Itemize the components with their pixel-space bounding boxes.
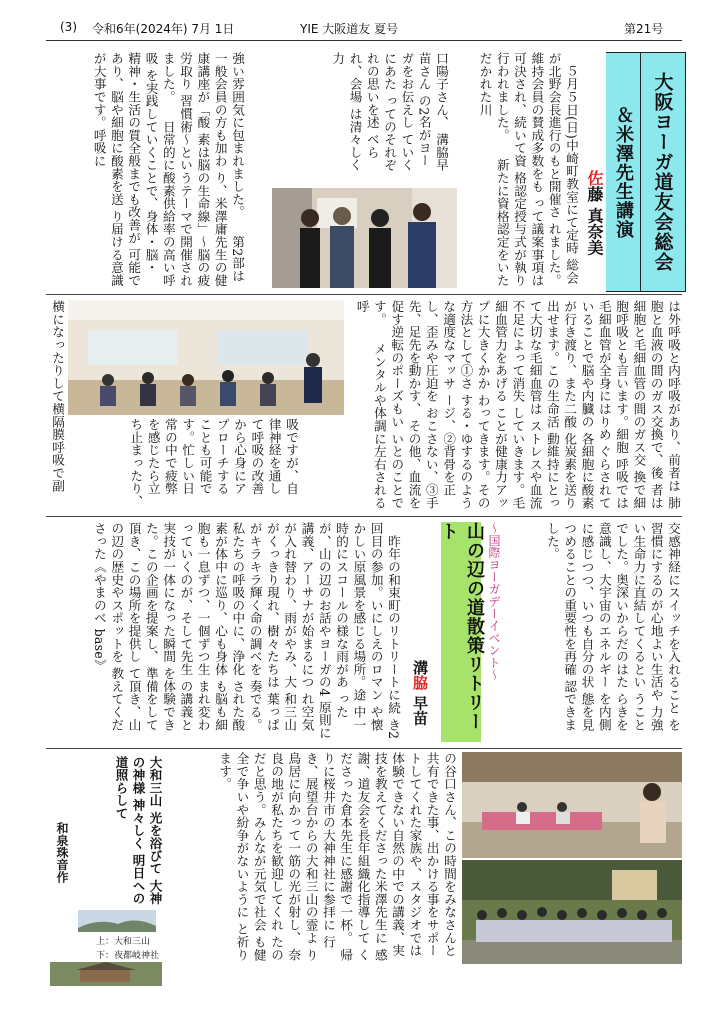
article1-row2-text [348,300,682,510]
issue-date: 令和6年(2024年) 7月 1日 [92,22,235,36]
text-line: 肺胞と血液の間のガス交換で、後 [648,300,681,510]
text-line: も脳も細胞も一息ずつ、一個ずつ生 [195,522,229,732]
text-line: 習慣術～というテーマで開催され [178,94,194,287]
article1-title-line1: 大阪ヨーガ道友会総会 [651,72,674,272]
poem-line: 神々しく [131,798,146,850]
article1-author [583,170,606,256]
issue-number: 第21号 [624,22,664,36]
text-line: は外呼吸と内呼吸があり、前者は [666,300,681,492]
article2-author [410,660,431,725]
article2-title-box [438,522,485,742]
text-line: 態を見つめることの重要性を再確 [562,522,595,732]
text-line: れました。維持会員の賛成多数をも [529,52,562,287]
text-line: れの思いを述 [364,52,380,129]
article2-text [80,522,402,742]
text-line: と祈ります。 [217,752,250,962]
article1-row2-end-text [46,300,66,510]
article1-title-line2: ＆米澤先生講演 [613,105,634,239]
group-photo-shrine [462,860,682,964]
text-line: 換で細胞呼吸とも言います。細胞 [614,300,647,510]
text-line: ５月５日(日)中崎町教室にて定時 [564,52,579,255]
text-line: り鳥居に向かって一筋の光が射し、 [286,752,319,962]
author-name: 藤 真奈美 [585,186,604,256]
text-line: 感謝、道友会を長年組織化指導して [355,752,388,962]
poem-line: 大神の神様 [131,756,163,905]
author-part: 溝 [411,660,429,675]
row-divider [46,294,682,295]
caption-bottom: 下：夜都岐神社 [96,951,160,961]
text-line: わってきます。その方法として①さ [458,300,491,510]
text-line: ージ、②背骨を正し、歪みや圧迫を [423,300,457,497]
text-line: メンタルや体調に左右される呼 [354,300,387,510]
author-part: 早苗 [411,695,429,726]
text-line: 日常的に酸素供給率の高い呼吸 [143,52,176,287]
text-line: 化炭素を送り出せます。この生命活 [544,300,578,510]
text-line: 共有できた事、出かける事をサポー [424,752,440,957]
article1-title-box-2 [606,52,640,292]
text-line: その他、血流を促す逆転のポーズもい [389,300,422,510]
caption-top: 上：大和三山 [96,937,151,947]
text-line: する・ゆするのような適度なマッサ [441,300,474,510]
text-line: 横になったりして横隔膜呼吸で副 [50,300,65,492]
article1-tail-text [46,52,246,288]
text-line: らきを意識し、大宇宙のエネルギー [596,522,630,732]
text-line: 帰りに桜井市の大神神社に参拝に [320,752,354,962]
text-line: ガをお伝えし [399,52,415,129]
text-line: ていくにあた [382,52,415,172]
article1-mid-text [250,52,450,177]
text-line: たのだと思う。みんなが元気で社会 [251,752,285,962]
text-line: から心身にア [232,418,248,495]
poem-line: 光を浴びて [148,811,163,875]
publication-name: YIE 大阪道友 夏号 [300,22,399,36]
text-line: き2回目の参加。いにしえのロマン [368,522,401,740]
header-rule [46,40,682,41]
poem-author: 和泉珠音作 [55,822,69,883]
text-line: の講義と実技が一体になった瞬間 [161,522,194,732]
text-line: を感じたら立 [145,418,161,495]
text-line: 奏でる。私たちの呼吸の中に、浄化 [230,522,263,732]
article2-title: 山の辺の道散策リトリート [438,522,485,731]
poem-line: 明日への道照らして [114,756,146,905]
text-line: て頂き、山の辺の歴史やスポットを [109,522,142,732]
text-line: 交感神経にスイッチを入れること [666,522,681,714]
author-part: 脇 [411,675,429,690]
page-number: (3) [60,20,77,34]
text-line: 教えてくださった《やまのべ base》 [91,522,125,732]
text-line: 奈良の地が私たちを歓迎してくれ [269,752,302,962]
article1-row3-text [540,522,682,742]
yamato-mountains-photo [78,910,156,932]
text-line: 動維持にとって大切な毛細血管は [527,300,560,510]
text-line: ことも可能で [197,418,213,495]
text-line: の谷口さん、この時間をみなさんと [442,752,457,957]
text-line: 律神経を通し [266,418,282,495]
text-line: 精神・生活の質全般までも改善が [126,52,142,244]
text-line: ぐらされていることで脳や内臓の [579,300,612,510]
text-line: べられ、会場 [347,52,380,159]
text-line: 中一時的にスコールの様な雨があ [334,522,367,732]
text-line: 新たに資格認定をいただかれた川 [477,52,510,287]
author-marker: 佐 [585,170,604,186]
text-line: 準備をして頂き、この場所を提供し [126,522,159,732]
text-line: 第2部は一般会員の方も加わ [212,52,245,283]
text-line: いとのことです。 [371,300,405,510]
row-divider-2 [46,516,682,517]
text-line: を実践していくことで、身体・脳・ [143,69,159,274]
text-line: や懐かしい原風景を感じる場所。途 [351,522,384,732]
text-line: 各細胞に酸素が行き渡り、また二酸 [562,300,595,510]
text-line: を内側に感じつつ、いつも自分の状 [579,522,612,732]
text-line: り届ける意識が大事です。呼吸に [91,52,124,287]
text-line: まれ変わっていくのが、そして先生 [178,522,211,732]
text-line: 者は細胞と毛細血管の間のガス交 [631,300,664,510]
poem [76,756,164,906]
text-line: り、米澤庸先生の健康講座が「酸 [195,52,228,287]
poem-line: 大和三山 [148,756,163,807]
text-line: ったが、山の辺のお話やヨーガの4 [316,522,350,719]
text-line: て呼吸の改善 [249,418,265,495]
article1-row2-short-text [100,418,300,510]
text-line: うことでした。奥深いからだのはた [614,522,647,732]
text-line: 力強い生命力に直結してくるとい [631,522,664,732]
text-line: おこさない、③手先、足先を動かす、 [406,300,439,510]
text-line: ってのそれぞ [382,94,398,172]
article2-lower-text [162,752,458,964]
text-line: の2名がヨー [416,94,432,167]
text-line: 格認定授与式が執り行われました。 [494,52,528,287]
text-line: 体験できない自然の中での講義、実 [390,752,406,957]
lecture-room-photo [68,300,344,415]
text-line: 呼吸では毛細血管が全身にはりめ [596,300,630,510]
text-line: ことが健康力アップに大きくかか [475,300,509,510]
text-line: 認できました。 [544,522,578,732]
text-line: トしてくれた家族や、スタジオでは [407,752,423,957]
text-line: 強い雰囲気に包まれました。 [230,52,245,219]
text-line: す。忙しい日 [180,418,196,495]
text-line: 技を教えてくださった米澤先生に [372,752,388,944]
text-line: れ空気が入れ替わり、雨がやみ、大 [282,522,315,732]
group-photo-four-people [272,188,457,288]
text-line: 溝脇早苗さん [416,52,449,172]
shrine-photo [50,962,162,986]
text-line: を習慣にするのが心地よい生活や [648,522,681,732]
article1-title-box [640,52,686,292]
article1-top-text [460,52,580,292]
text-line: くださった倉本先生に感謝で一杯。 [338,752,371,962]
text-line: も健全で争いや紛争がないように [234,752,267,962]
outdoor-yoga-photo [462,752,682,858]
row-divider-3 [46,748,682,749]
text-line: 昨年の和束町のリトリートに続 [386,522,401,714]
text-line: 葉っぱがキラキラ輝く命の調べを [247,522,280,732]
text-line: された酸素が体中に巡り、心も身体 [213,522,246,732]
text-line: 行き、展望台からの大和三山の霊よ [303,752,336,949]
text-line: 総会が北野会長進行のもと開催さ [546,52,579,285]
text-line: ち止まったり、 [128,418,144,508]
text-line: していきます。毛細血管力をあげる [493,300,526,510]
text-line: 素は脳の生命線」～脳の疲労取り [178,52,211,287]
text-line: って議案事項は可決され、続いて資 [512,52,545,287]
text-line: 常の中で疲弊 [162,418,178,495]
text-line: 口陽子さん、 [434,52,449,129]
text-line: 吸ですが、自 [284,418,299,495]
text-line: ました。 [160,52,176,104]
text-line: プローチする [214,418,230,495]
text-line: 和三山がくっきり現れ、樹々たちは [264,522,298,732]
article2-subtitle: ～国際ヨーガデーイベント～ [487,522,501,681]
text-line: は清々しく力 [330,52,363,172]
text-line: 可能であり、脳や細胞に酸素を送 [108,52,142,287]
text-line: ストレスや血流不足によって消失 [510,300,543,510]
text-line: を体験できた。この企画を提案し、 [143,522,177,732]
text-line: 原則に講義、アーサナが始まるにつ [299,522,332,740]
